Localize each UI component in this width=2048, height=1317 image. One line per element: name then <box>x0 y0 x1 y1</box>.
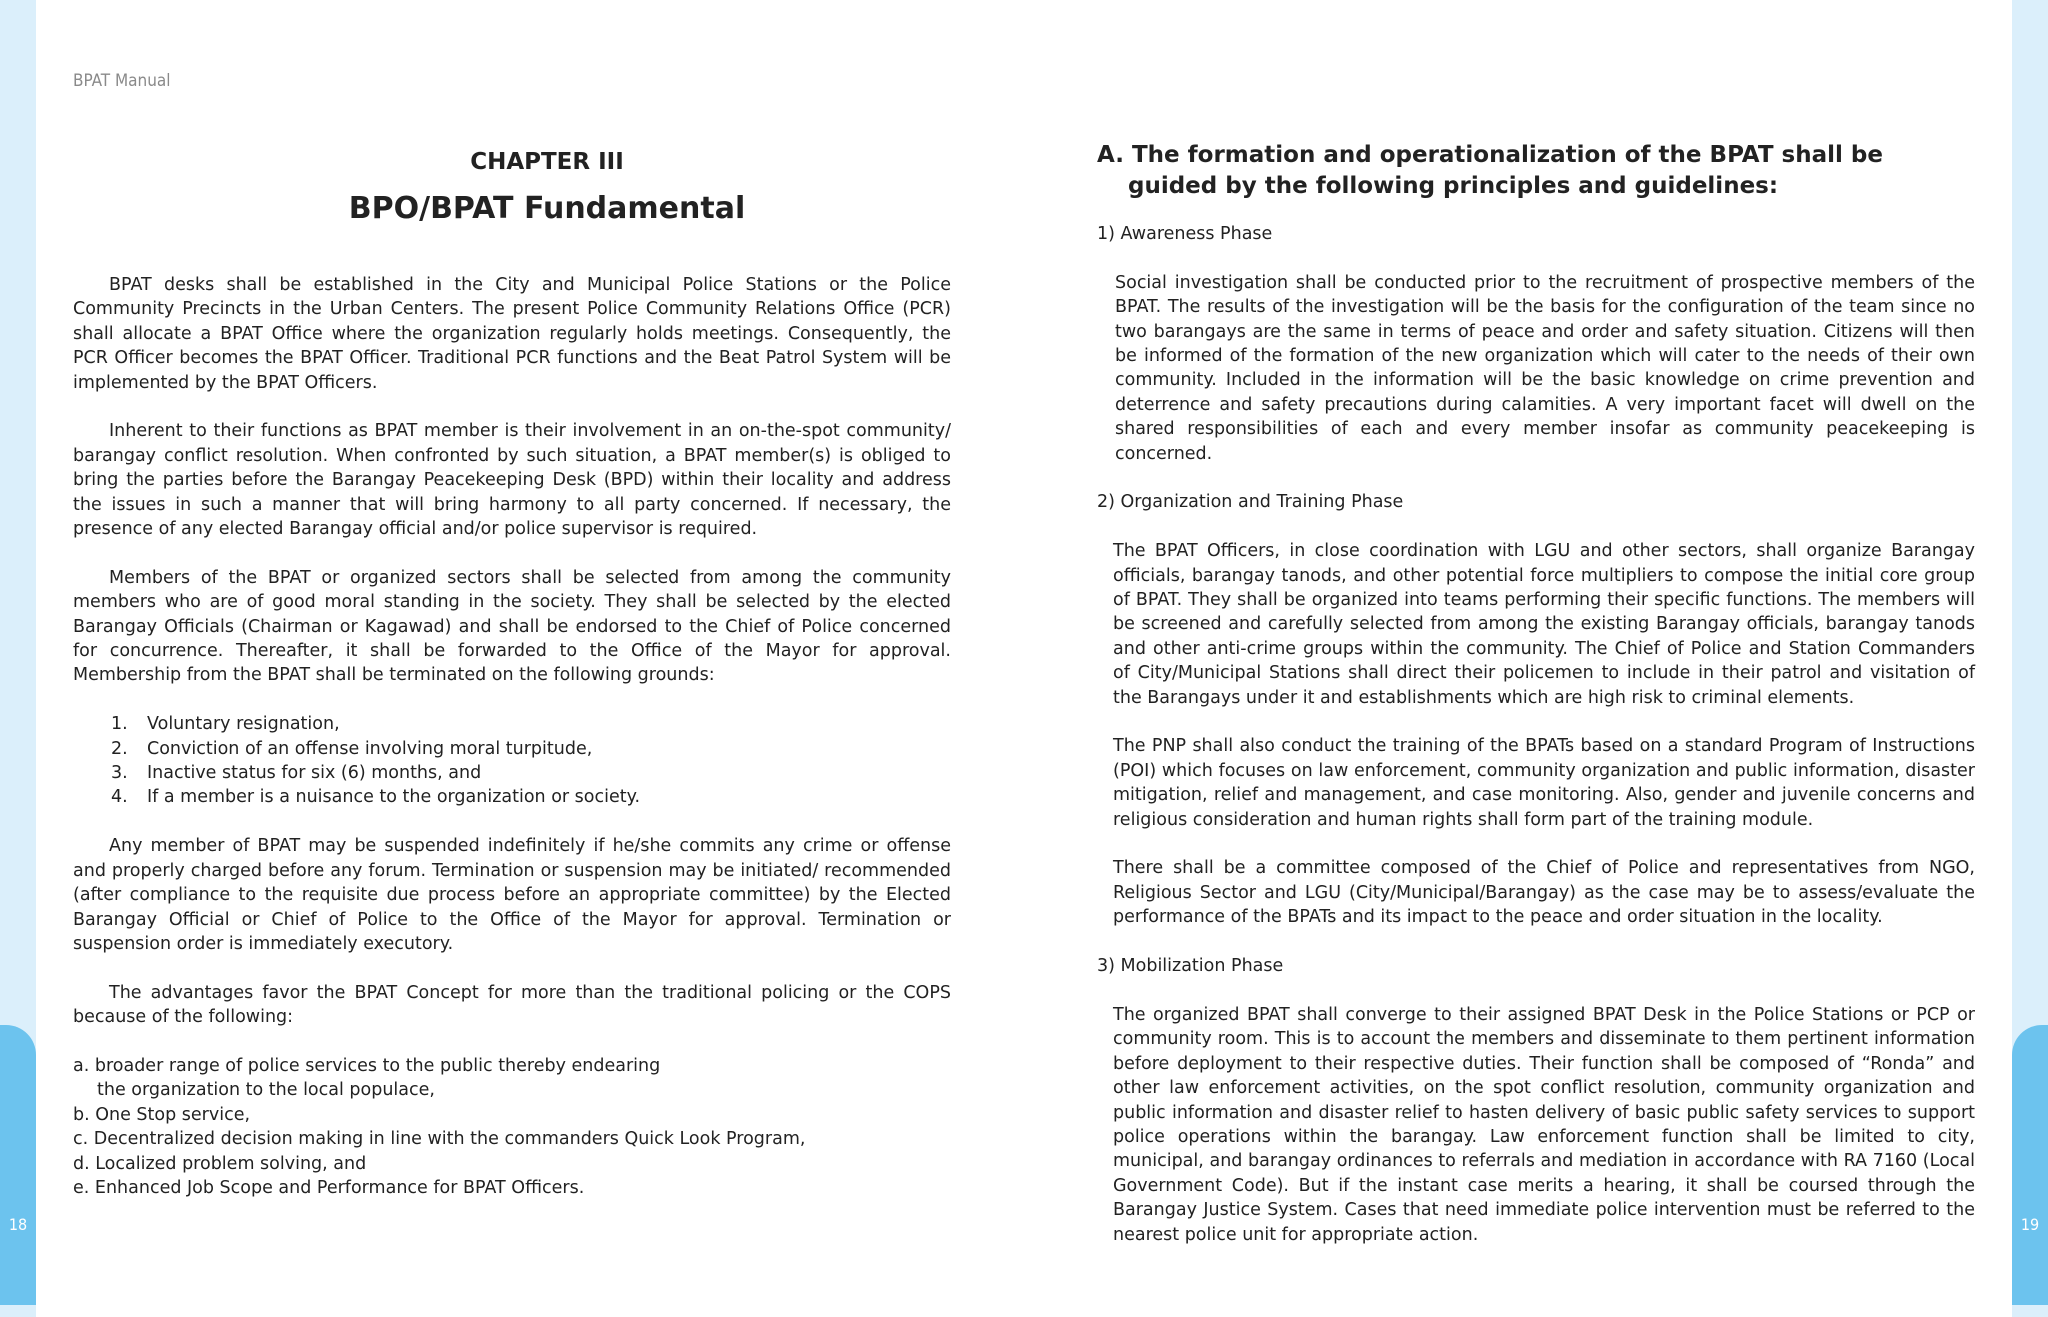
list-item: a. broader range of police services to the public thereby endearing <box>73 1055 661 1076</box>
page-number-left: 18 <box>8 1215 28 1234</box>
phase-2-body-committee: There shall be a committee composed of the Chief of Police and representatives from NGO, Religious Sector and LGU (City/Municipal/Barangay) as the case may be to assess/evaluate the performance of the BPATs and its impact to the peace and order situation in the locality. <box>1113 858 1975 928</box>
termination-grounds-list <box>73 712 951 810</box>
section-heading: A. The formation and operationalization of the BPAT shall be guided by the following principles and guidelines: <box>1097 142 1883 199</box>
list-item: e. Enhanced Job Scope and Performance for BPAT Officers. <box>73 1177 585 1198</box>
phase-3-body: The organized BPAT shall converge to their assigned BPAT Desk in the Police Stations or PCP or community room. This is to account the members and disseminate to them pertinent information before deployment to their respective duties. Their function shall be composed of “Ronda” and other law enforcement activities, on the spot conflict resolution, community organization and public information and disaster relief to hasten delivery of basic public safety services to support police operations within the barangay. Law enforcement function shall be limited to city, municipal, and barangay ordinances to referrals and mediation in accordance with RA 7160 (Local Government Code). But if the instant case merits a hearing, it shall be coursed through the Barangay Justice System. Cases that need immediate police intervention must be referred to the nearest police unit for appropriate action. <box>1113 1004 1975 1245</box>
list-item: b. One Stop service, <box>73 1104 251 1125</box>
list-item: 4. If a member is a nuisance to the organization or society. <box>111 787 641 808</box>
paragraph-advantages: The advantages favor the BPAT Concept for more than the traditional policing or the COPS because of the following: <box>73 982 951 1028</box>
phase-2-body-training: The PNP shall also conduct the training of the BPATs based on a standard Program of Instructions (POI) which focuses on law enforcement, community organization and public information, disaster mitigation, relief and management, and case monitoring. Also, gender and juvenile concerns and religious consideration and human rights shall form part of the training module. <box>1113 736 1975 830</box>
phase-3-title: 3) Mobilization Phase <box>1097 956 1284 977</box>
right-page-tab <box>2012 1025 2048 1305</box>
running-header: BPAT Manual <box>73 71 171 91</box>
paragraph-membership: Members of the BPAT or organized sectors shall be selected from among the community members who are of good moral standing in the society. They shall be selected by the elected Barangay Officials (Chairman or Kagawad) and shall be endorsed to the Chief of Police concerned for concurrence. Thereafter, it shall be forwarded to the Office of the Mayor for approval. Membership from the BPAT shall be terminated on the following grounds: <box>73 567 951 686</box>
list-item: d. Localized problem solving, and <box>73 1153 367 1174</box>
phase-1-title: 1) Awareness Phase <box>1097 224 1273 244</box>
chapter-label: CHAPTER III <box>470 149 624 175</box>
phase-2-body-organization: The BPAT Officers, in close coordination with LGU and other sectors, shall organize Barangay officials, barangay tanods, and other potential force multipliers to compose the initial core group of BPAT. They shall be organized into teams performing their specific functions. The members will be screened and carefully selected from among the existing Barangay officials, barangay tanods and other anti-crime groups within the community. The Chief of Police and Station Commanders of City/Municipal Stations shall direct their policemen to include in their patrol and visitation of the Barangays under it and establishments which are high risk to criminal elements. <box>1113 541 1975 708</box>
list-item: c. Decentralized decision making in line with the commanders Quick Look Program, <box>73 1129 806 1150</box>
paragraph-conflict-resolution: Inherent to their functions as BPAT member is their involvement in an on-the-spot community/ barangay conflict resolution. When confronted by such situation, a BPAT member(s) is obliged to bring the parties before the Barangay Peacekeeping Desk (BPD) within their locality and address the issues in such a manner that will bring harmony to all party concerned. If necessary, the presence of any elected Barangay official and/or police supervisor is required. <box>73 421 951 540</box>
list-item: 3. Inactive status for six (6) months, and <box>111 763 482 784</box>
list-item: 1. Voluntary resignation, <box>111 714 340 735</box>
right-page-column <box>1097 140 1975 1247</box>
left-page-tab <box>0 1025 36 1305</box>
phase-1-body: Social investigation shall be conducted prior to the recruitment of prospective members of the BPAT. The results of the investigation will be the basis for the configuration of the team since no two barangays are the same in terms of peace and order and safety situation. Citizens will then be informed of the formation of the new organization which will cater to the needs of their own community. Included in the information will be the basic knowledge on crime prevention and deterrence and safety precautions during calamities. A very important facet will dwell on the shared responsibilities of each and every member insofar as community peacekeeping is concerned. <box>1115 272 1975 464</box>
left-page-column <box>73 145 951 1200</box>
paragraph-desks: BPAT desks shall be established in the City and Municipal Police Stations or the Police Community Precincts in the Urban Centers. The present Police Community Relations Office (PCR) shall allocate a BPAT Office where the organization regularly holds meetings. Consequently, the PCR Officer becomes the BPAT Officer. Traditional PCR functions and the Beat Patrol System will be implemented by the BPAT Officers. <box>73 275 951 393</box>
list-item-continuation: the organization to the local populace, <box>97 1080 435 1101</box>
phase-2-title: 2) Organization and Training Phase <box>1097 492 1404 513</box>
advantages-list <box>73 1054 951 1200</box>
page-number-right: 19 <box>2020 1215 2040 1234</box>
list-item: 2. Conviction of an offense involving moral turpitude, <box>111 738 593 759</box>
paragraph-suspension: Any member of BPAT may be suspended indefinitely if he/she commits any crime or offense and properly charged before any forum. Termination or suspension may be initiated/ recommended (after compliance to the requisite due process before an appropriate committee) by the Elected Barangay Official or Chief of Police to the Office of the Mayor for approval. Termination or suspension order is immediately executory. <box>73 836 951 954</box>
chapter-title: BPO/BPAT Fundamental <box>348 191 746 226</box>
